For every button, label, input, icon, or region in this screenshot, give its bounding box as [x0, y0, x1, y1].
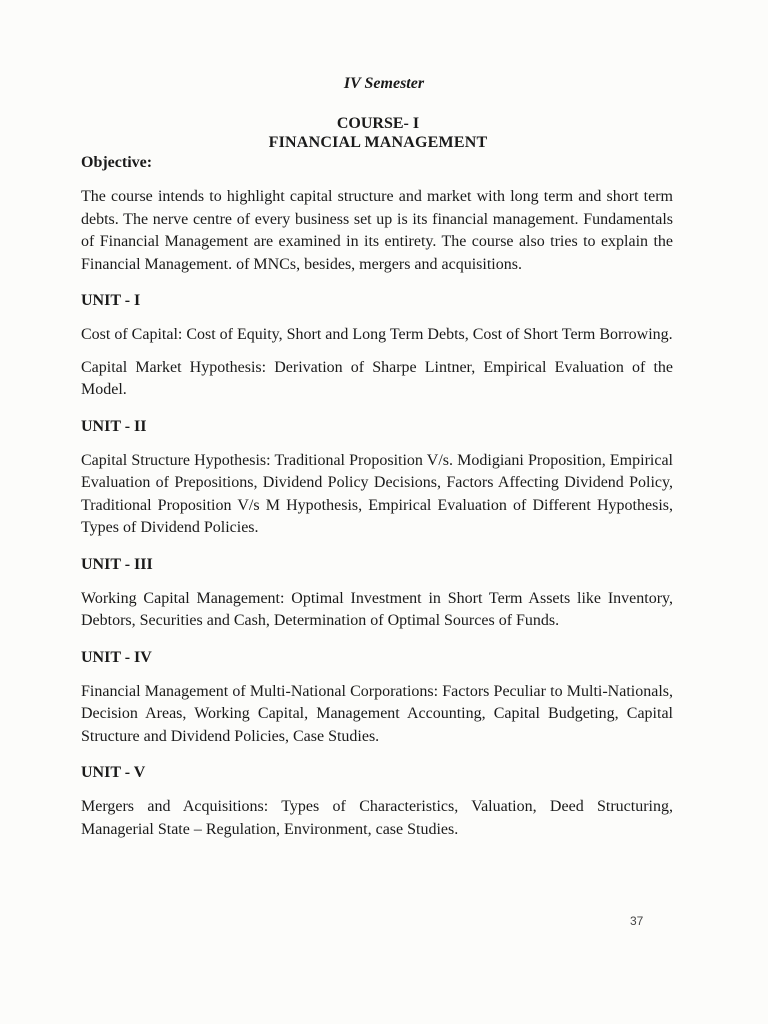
unit-1-heading: UNIT - I — [81, 292, 141, 309]
page-number: 37 — [630, 914, 644, 928]
unit-3-paragraph-1: Working Capital Management: Optimal Investment in Short Term Assets like Inventory, Debtors, Securities and Cash, Determination of Optimal Sources of Funds. — [81, 589, 673, 629]
unit-5-heading: UNIT - V — [81, 764, 146, 781]
unit-1-paragraph-2: Capital Market Hypothesis: Derivation of Sharpe Lintner, Empirical Evaluation of the Model. — [81, 358, 673, 398]
unit-5-paragraph-1: Mergers and Acquisitions: Types of Characteristics, Valuation, Deed Structuring, Managerial State – Regulation, Environment, case Studies. — [81, 798, 673, 838]
course-code: COURSE- I — [336, 115, 420, 132]
unit-3-heading: UNIT - III — [81, 555, 153, 573]
unit-2-heading: UNIT - II — [81, 417, 147, 435]
objective-heading: Objective: — [81, 154, 153, 171]
unit-1-paragraph-1: Cost of Capital: Cost of Equity, Short and Long Term Debts, Cost of Short Term Borrowing. — [81, 326, 673, 343]
unit-4-heading: UNIT - IV — [81, 648, 152, 666]
semester-heading: IV Semester — [343, 75, 425, 92]
course-title: FINANCIAL MANAGEMENT — [268, 134, 488, 151]
unit-2-paragraph-1: Capital Structure Hypothesis: Traditional Proposition V/s. Modigiani Proposition, Empirical Evaluation of Prepositions, Dividend Policy Decisions, Factors Affecting Dividend Policy, Traditional Proposition V/s M Hypothesis, Empirical Evaluation of Different Hypothesis, Types of Dividend Policies. — [81, 451, 673, 536]
objective-text: The course intends to highlight capital structure and market with long term and short term debts. The nerve centre of every business set up is its financial management. Fundamentals of Financial Management are examined in its entirety. The course also tries to explain the Financial Management. of MNCs, besides, mergers and acquisitions. — [81, 188, 673, 273]
course-content — [81, 186, 673, 841]
unit-4-paragraph-1: Financial Management of Multi-National Corporations: Factors Peculiar to Multi-Nationals, Decision Areas, Working Capital, Management Accounting, Capital Budgeting, Capital Structure and Dividend Policies, Case Studies. — [81, 682, 673, 745]
